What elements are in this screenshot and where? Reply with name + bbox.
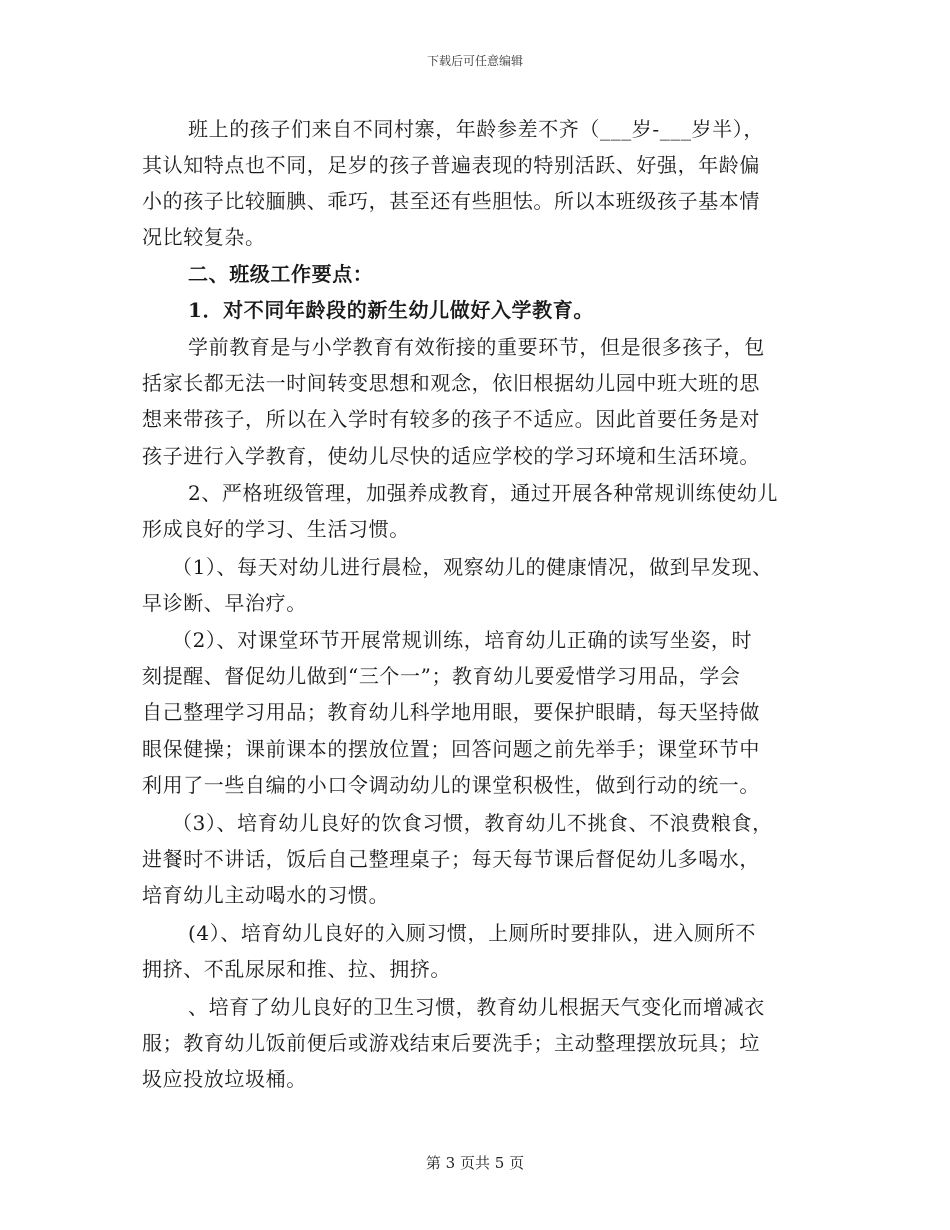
paragraph-line: 培育幼儿主动喝水的习惯。	[142, 883, 390, 907]
paragraph-line: 孩子进行入学教育，使幼儿尽快的适应学校的学习环境和生活环境。	[142, 444, 760, 468]
subsection-heading: 1．对不同年龄段的新生幼儿做好入学教育。	[188, 298, 594, 322]
paragraph-line: 学前教育是与小学教育有效衔接的重要环节，但是很多孩子，包	[188, 335, 765, 359]
paragraph-line: 眼保健操；课前课本的摆放位置；回答问题之前先举手；课堂环节中	[142, 737, 760, 761]
paragraph-line: 想来带孩子，所以在入学时有较多的孩子不适应。因此首要任务是对	[142, 407, 760, 431]
paragraph-line: 小的孩子比较腼腆、乖巧，甚至还有些胆怯。所以本班级孩子基本情	[142, 189, 760, 213]
paragraph-line: 班上的孩子们来自不同村寨，年龄参差不齐（___岁-___岁半），	[188, 117, 764, 141]
paragraph-line: 其认知特点也不同，足岁的孩子普遍表现的特别活跃、好强，年龄偏	[142, 153, 760, 177]
paragraph-line: 2、严格班级管理，加强养成教育，通过开展各种常规训练使幼儿	[188, 481, 779, 505]
paragraph-line: 况比较复杂。	[142, 225, 266, 249]
paragraph-line: 进餐时不讲话，饭后自己整理桌子；每天每节课后督促幼儿多喝水，	[142, 847, 760, 871]
paragraph-line: 拥挤、不乱尿尿和推、拉、拥挤。	[142, 957, 451, 981]
paragraph-line: （1）、每天对幼儿进行晨检，观察幼儿的健康情况，做到早发现、	[172, 555, 773, 579]
paragraph-line: 自己整理学习用品；教育幼儿科学地用眼，要保护眼睛，每天坚持做	[142, 700, 760, 724]
paragraph-line: 括家长都无法一时间转变思想和观念，依旧根据幼儿园中班大班的思	[142, 371, 760, 395]
paragraph-line: 刻提醒、督促幼儿做到“三个一”；教育幼儿要爱惜学习用品，学会	[142, 664, 741, 688]
section-heading: 二、班级工作要点：	[188, 262, 374, 286]
paragraph-line: (4）、培育幼儿良好的入厕习惯，上厕所时要排队，进入厕所不	[188, 921, 756, 945]
page-footer: 第 3 页共 5 页	[425, 1154, 525, 1172]
paragraph-line: 形成良好的学习、生活习惯。	[142, 517, 410, 541]
paragraph-line: （2）、对课堂环节开展常规训练，培育幼儿正确的读写坐姿，时	[172, 628, 753, 652]
paragraph-line: 早诊断、早治疗。	[142, 591, 307, 615]
page-header: 下载后可任意编辑	[426, 54, 523, 68]
paragraph-line: 利用了一些自编的小口令调动幼儿的课堂积极性，做到行动的统一。	[142, 773, 760, 797]
paragraph-line: 服；教育幼儿饭前便后或游戏结束后要洗手；主动整理摆放玩具；垃	[142, 1031, 760, 1055]
paragraph-line: （3）、培育幼儿良好的饮食习惯，教育幼儿不挑食、不浪费粮食，	[172, 811, 773, 835]
paragraph-line: 、培育了幼儿良好的卫生习惯，教育幼儿根据天气变化而增减衣	[188, 995, 765, 1019]
paragraph-line: 圾应投放垃圾桶。	[142, 1067, 307, 1091]
